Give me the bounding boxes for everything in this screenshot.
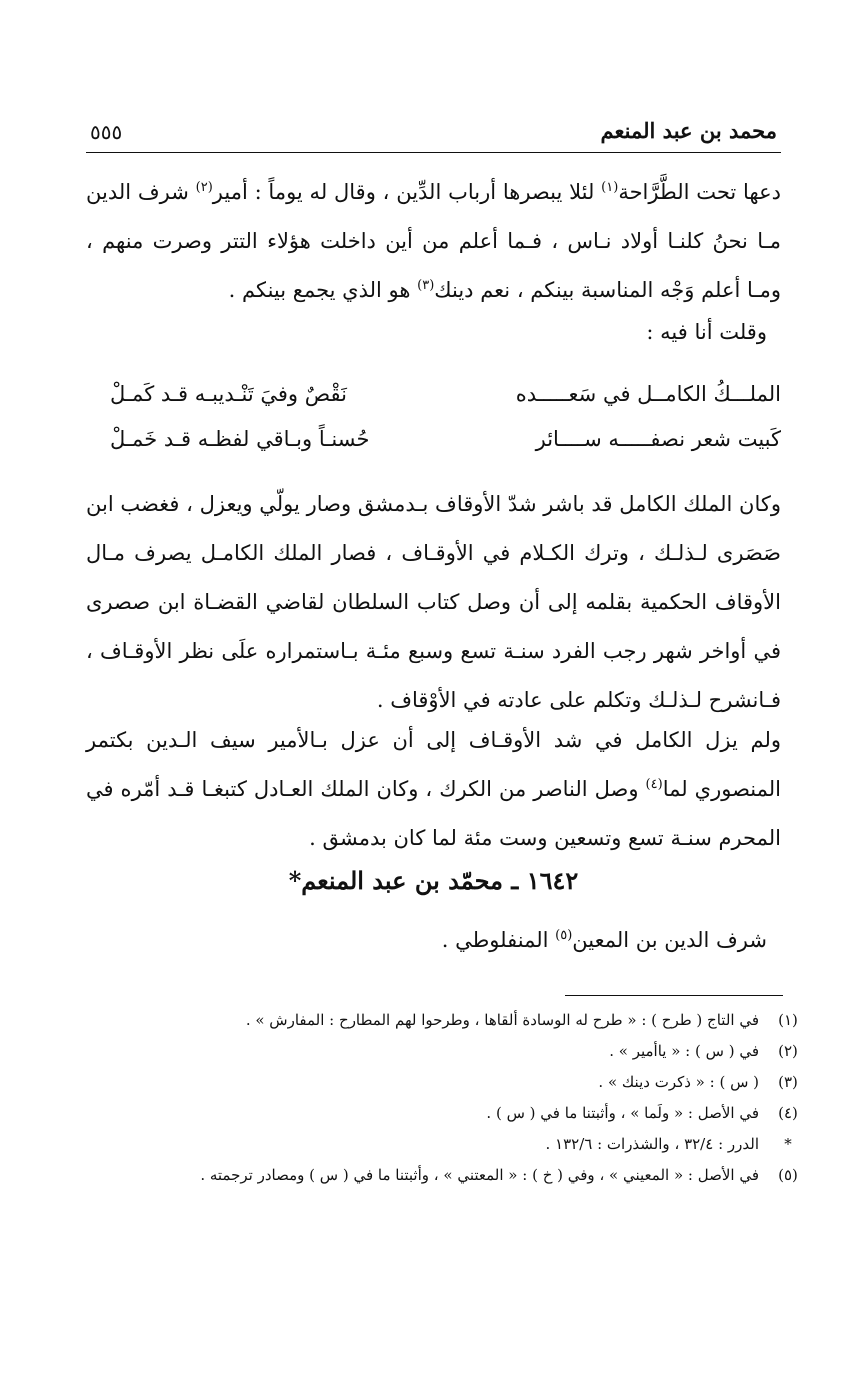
paragraph-1-text-a: دعها تحت الطَّرَّاحة	[618, 180, 781, 204]
paragraph-2: وكان الملك الكامل قد باشر شدّ الأوقاف بـدمشق وصار يولّي ويعزل ، فغضب ابن صَصَرى لـذلـك ، وترك الكـلام في الأوقـاف ، فصار الملك الكامـل يصرف مـال الأوقاف الحكمية بقلمه إلى أن وصل كتاب السلطان لقاضي القضـاة ابن صصرى في أواخر شهر رجب الفرد سنـة تسع وسبع مئـة بـاستمراره علَى نظر الأوقـاف ، فـانشرح لـذلـك وتكلم على عادته في الأوْقاف .	[86, 492, 781, 712]
footnote-text: في التاج ( طرح ) : « طرح له الوسادة ألقاها ، وطرحوا لهم المطارح : المفارش » .	[245, 1011, 759, 1029]
footnote-mark: (١)	[778, 1011, 798, 1029]
footnote-text: في ( س ) : « ياأمير » .	[609, 1042, 759, 1060]
footnote-ref-3: (٣)	[417, 278, 435, 293]
footnote-ref-1: (١)	[601, 180, 619, 195]
paragraph-1	[86, 168, 781, 315]
running-header	[86, 112, 781, 153]
paragraph-3-text-a: ولم يزل الكامل في شد الأوقـاف إلى أن عزل بـالأمير سيف الـدين بكتمر المنصوري لما	[86, 728, 781, 801]
poem-intro: وقلت أنا فيه :	[646, 320, 767, 344]
footnote-text: في الأصل : « المعيني » ، وفي ( خ ) : « المعتني » ، وأثبتنا ما في ( س ) ومصادر ترجمته .	[200, 1166, 759, 1184]
verse-2-first-hemistich: كَبيت شعر نصفـــــه ســــائر	[535, 427, 781, 451]
paragraph-1-text-b: لئلا يبصرها أرباب الدِّين ، وقال له يوماً : أمير	[212, 180, 602, 204]
paragraph-3-text-b: وصل الناصر من الكرك ، وكان الملك العـادل كتبغـا قـد أمّره في المحرم سنـة تسع وتسعين وست مئة لما كان بدمشق .	[86, 777, 781, 850]
verse-1-second-hemistich: نَقْصٌ وفيَ تَنْـديبـه قـد كَمـلْ	[110, 382, 347, 406]
footnote	[86, 1067, 817, 1098]
footnote	[86, 1098, 817, 1129]
entry-description-text-b: المنفلوطي .	[441, 928, 556, 952]
verse-1-first-hemistich: الملـــكُ الكامــل في سَعـــــده	[515, 382, 781, 406]
running-title: محمد بن عبد المنعم	[600, 118, 777, 143]
entry-description	[442, 928, 767, 952]
verse-2-second-hemistich: حُسنـاً وبـاقي لفظـه قـد خَمـلْ	[110, 427, 370, 451]
poem-verse	[110, 372, 781, 417]
footnote	[86, 1129, 817, 1160]
footnote-mark: *	[784, 1135, 792, 1153]
footnote-mark: (٤)	[778, 1104, 798, 1122]
footnote-ref-5: (٥)	[555, 928, 573, 943]
footnote-text: ( س ) : « ذكرت دينك » .	[598, 1073, 759, 1091]
poem	[110, 372, 781, 462]
footnote-text: الدرر : ٣٢/٤ ، والشذرات : ١٣٢/٦ .	[545, 1135, 759, 1153]
entry-heading: ١٦٤٢ ـ محمّد بن عبد المنعم*	[288, 866, 579, 895]
poem-verse	[110, 417, 781, 462]
footnote	[86, 1160, 817, 1191]
footnote-ref-4: (٤)	[645, 777, 663, 792]
paragraph-3	[86, 716, 781, 863]
footnote-mark: (٣)	[778, 1073, 798, 1091]
footnote	[86, 1036, 817, 1067]
footnote	[86, 1005, 817, 1036]
page-number: ٥٥٥	[90, 120, 123, 144]
entry-description-text-a: شرف الدين بن المعين	[572, 928, 767, 952]
footnotes	[86, 1005, 817, 1191]
footnote-mark: (٥)	[778, 1166, 798, 1184]
footnote-text: في الأصل : « ولَما » ، وأثبتنا ما في ( س ) .	[486, 1104, 759, 1122]
footnote-separator	[565, 995, 783, 996]
footnote-ref-2: (٢)	[195, 180, 213, 195]
paragraph-1-text-c: شرف الدين مـا نحنُ كلنـا أولاد نـاس ، فـما أعلم من أين داخلت هؤلاء التتر وصرت منهم ، ومـا أعلم وَجْه المناسبة بينكم ، نعم دينك	[86, 180, 781, 302]
footnote-mark: (٢)	[778, 1042, 798, 1060]
paragraph-1-text-d: هو الذي يجمع بينكم .	[228, 278, 418, 302]
